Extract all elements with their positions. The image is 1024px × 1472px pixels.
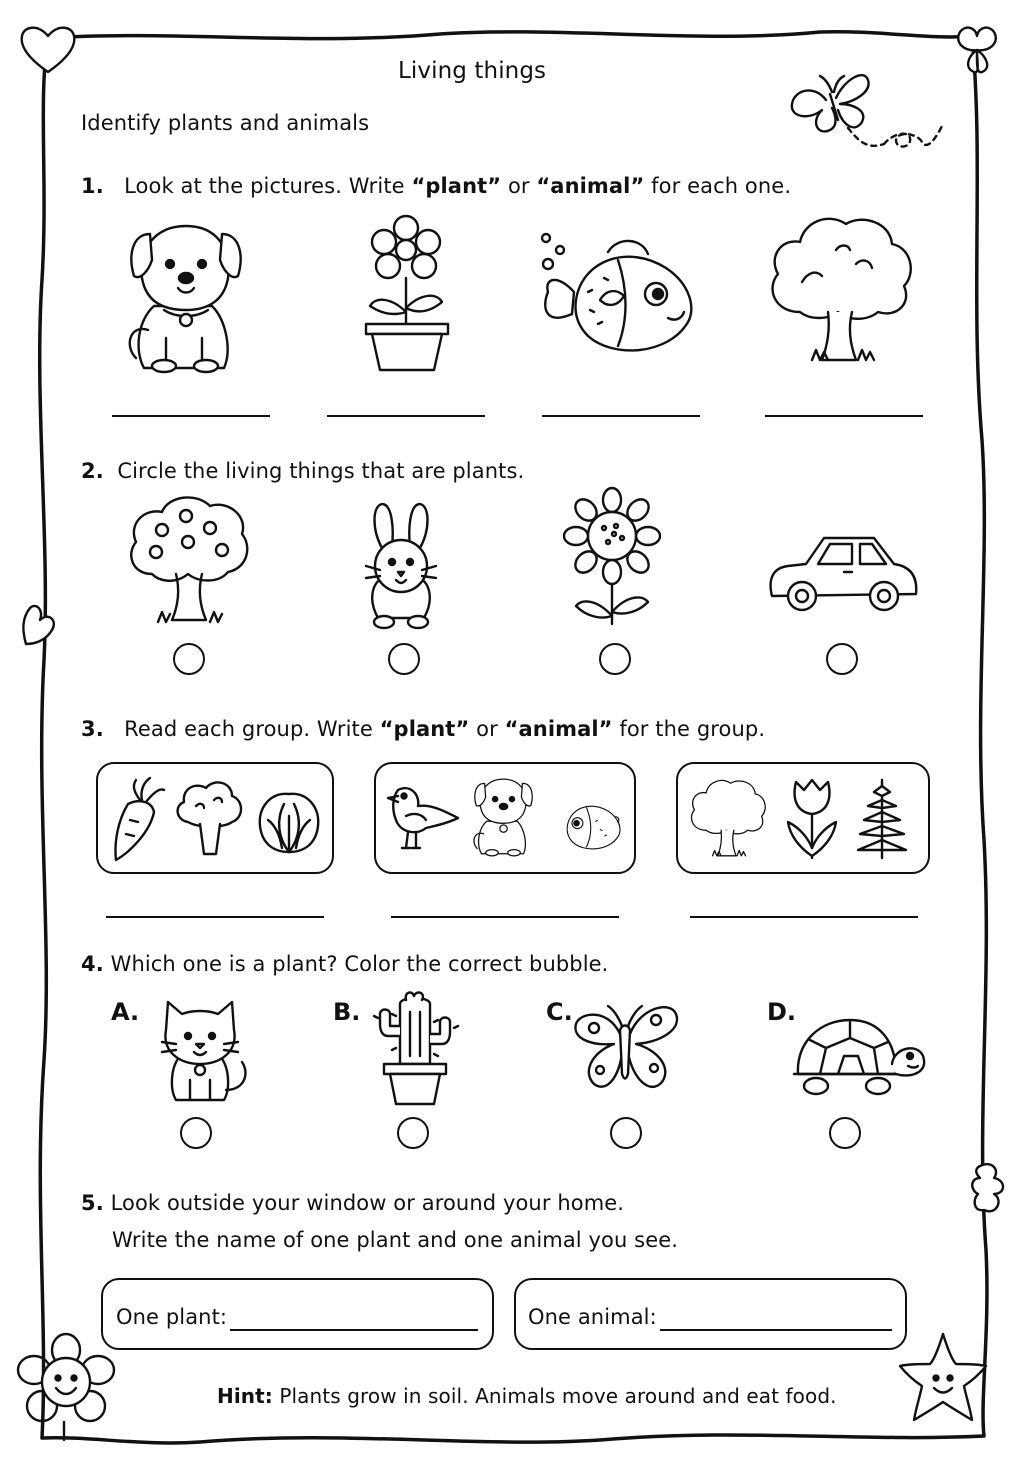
q3-answer-line[interactable] <box>391 916 619 918</box>
bird-icon <box>384 782 460 856</box>
cat-icon <box>158 994 250 1104</box>
q1-word-plant: “plant” <box>411 174 502 198</box>
q2-number: 2. <box>81 459 104 483</box>
q1-text-end: for each one. <box>644 174 792 198</box>
q3-answer-line[interactable] <box>690 916 918 918</box>
heart-side-icon <box>18 600 60 650</box>
butterfly-icon <box>788 64 948 164</box>
cloud-side-icon <box>968 1160 1008 1218</box>
flower-face-icon <box>14 1330 118 1440</box>
q3-text: Read each group. Write <box>124 717 380 741</box>
q1-prompt <box>81 174 791 198</box>
sunflower-icon <box>564 488 660 628</box>
q4-bubble-a[interactable] <box>180 1117 212 1149</box>
one-animal-answer-line[interactable] <box>660 1329 892 1331</box>
clover-icon <box>950 22 1004 78</box>
broccoli-icon <box>174 778 244 858</box>
hint-label: Hint: <box>217 1384 273 1408</box>
q1-text-or: or <box>501 174 537 198</box>
q2-bubble[interactable] <box>826 643 858 675</box>
q1-text: Look at the pictures. Write <box>124 174 412 198</box>
hint <box>217 1384 837 1408</box>
q1-number: 1. <box>81 174 104 198</box>
q4-prompt <box>81 952 608 976</box>
q3-prompt <box>81 717 765 741</box>
dog-icon <box>120 220 250 376</box>
one-animal-label: One animal: <box>528 1305 657 1329</box>
q4-number: 4. <box>81 952 104 976</box>
tree-icon <box>766 212 916 370</box>
q3-word-plant: “plant” <box>379 717 470 741</box>
bunny-icon <box>358 500 444 632</box>
page-title: Living things <box>398 58 547 84</box>
q4-bubble-d[interactable] <box>829 1117 861 1149</box>
turtle-icon <box>790 1012 926 1100</box>
dog-icon <box>468 776 538 858</box>
q2-prompt <box>81 459 524 483</box>
q3-answer-line[interactable] <box>106 916 324 918</box>
q5-text-line1: Look outside your window or around your home. <box>110 1191 625 1215</box>
q2-bubble[interactable] <box>173 643 205 675</box>
q2-bubble[interactable] <box>388 643 420 675</box>
lettuce-icon <box>256 790 322 856</box>
star-face-icon <box>896 1330 990 1424</box>
apple-tree-icon <box>126 494 250 630</box>
q4-option-d-letter: D. <box>767 998 797 1026</box>
fish-icon <box>546 794 628 856</box>
q5-prompt-line1 <box>81 1191 624 1215</box>
car-icon <box>766 530 920 614</box>
q1-answer-line[interactable] <box>542 415 700 417</box>
tree-icon <box>688 776 768 862</box>
q1-answer-line[interactable] <box>112 415 270 417</box>
potted-flower-icon <box>362 216 452 372</box>
tulip-icon <box>784 776 840 860</box>
q4-text: Which one is a plant? Color the correct bubble. <box>110 952 609 976</box>
cactus-icon <box>370 992 460 1108</box>
carrot-icon <box>110 776 166 862</box>
hint-text: Plants grow in soil. Animals move around and eat food. <box>272 1384 837 1408</box>
q3-text-or: or <box>469 717 505 741</box>
q4-bubble-b[interactable] <box>397 1117 429 1149</box>
page-subtitle: Identify plants and animals <box>81 111 370 135</box>
fern-icon <box>852 776 912 860</box>
q4-option-b-letter: B. <box>333 998 361 1026</box>
q3-text-end: for the group. <box>612 717 766 741</box>
one-plant-label: One plant: <box>116 1305 228 1329</box>
q3-word-animal: “animal” <box>504 717 613 741</box>
q4-option-a-letter: A. <box>111 998 140 1026</box>
q2-text: Circle the living things that are plants. <box>117 459 525 483</box>
heart-icon <box>18 22 78 77</box>
q3-number: 3. <box>81 717 104 741</box>
fish-icon <box>538 230 700 366</box>
q1-answer-line[interactable] <box>765 415 923 417</box>
q1-word-animal: “animal” <box>536 174 645 198</box>
q5-text-line2: Write the name of one plant and one animal you see. <box>112 1228 679 1252</box>
q4-bubble-c[interactable] <box>610 1117 642 1149</box>
one-plant-answer-line[interactable] <box>230 1329 478 1331</box>
butterfly-icon <box>568 994 682 1098</box>
q2-bubble[interactable] <box>599 643 631 675</box>
q5-number: 5. <box>81 1191 104 1215</box>
q4-option-c-letter: C. <box>546 998 573 1026</box>
q1-answer-line[interactable] <box>327 415 485 417</box>
